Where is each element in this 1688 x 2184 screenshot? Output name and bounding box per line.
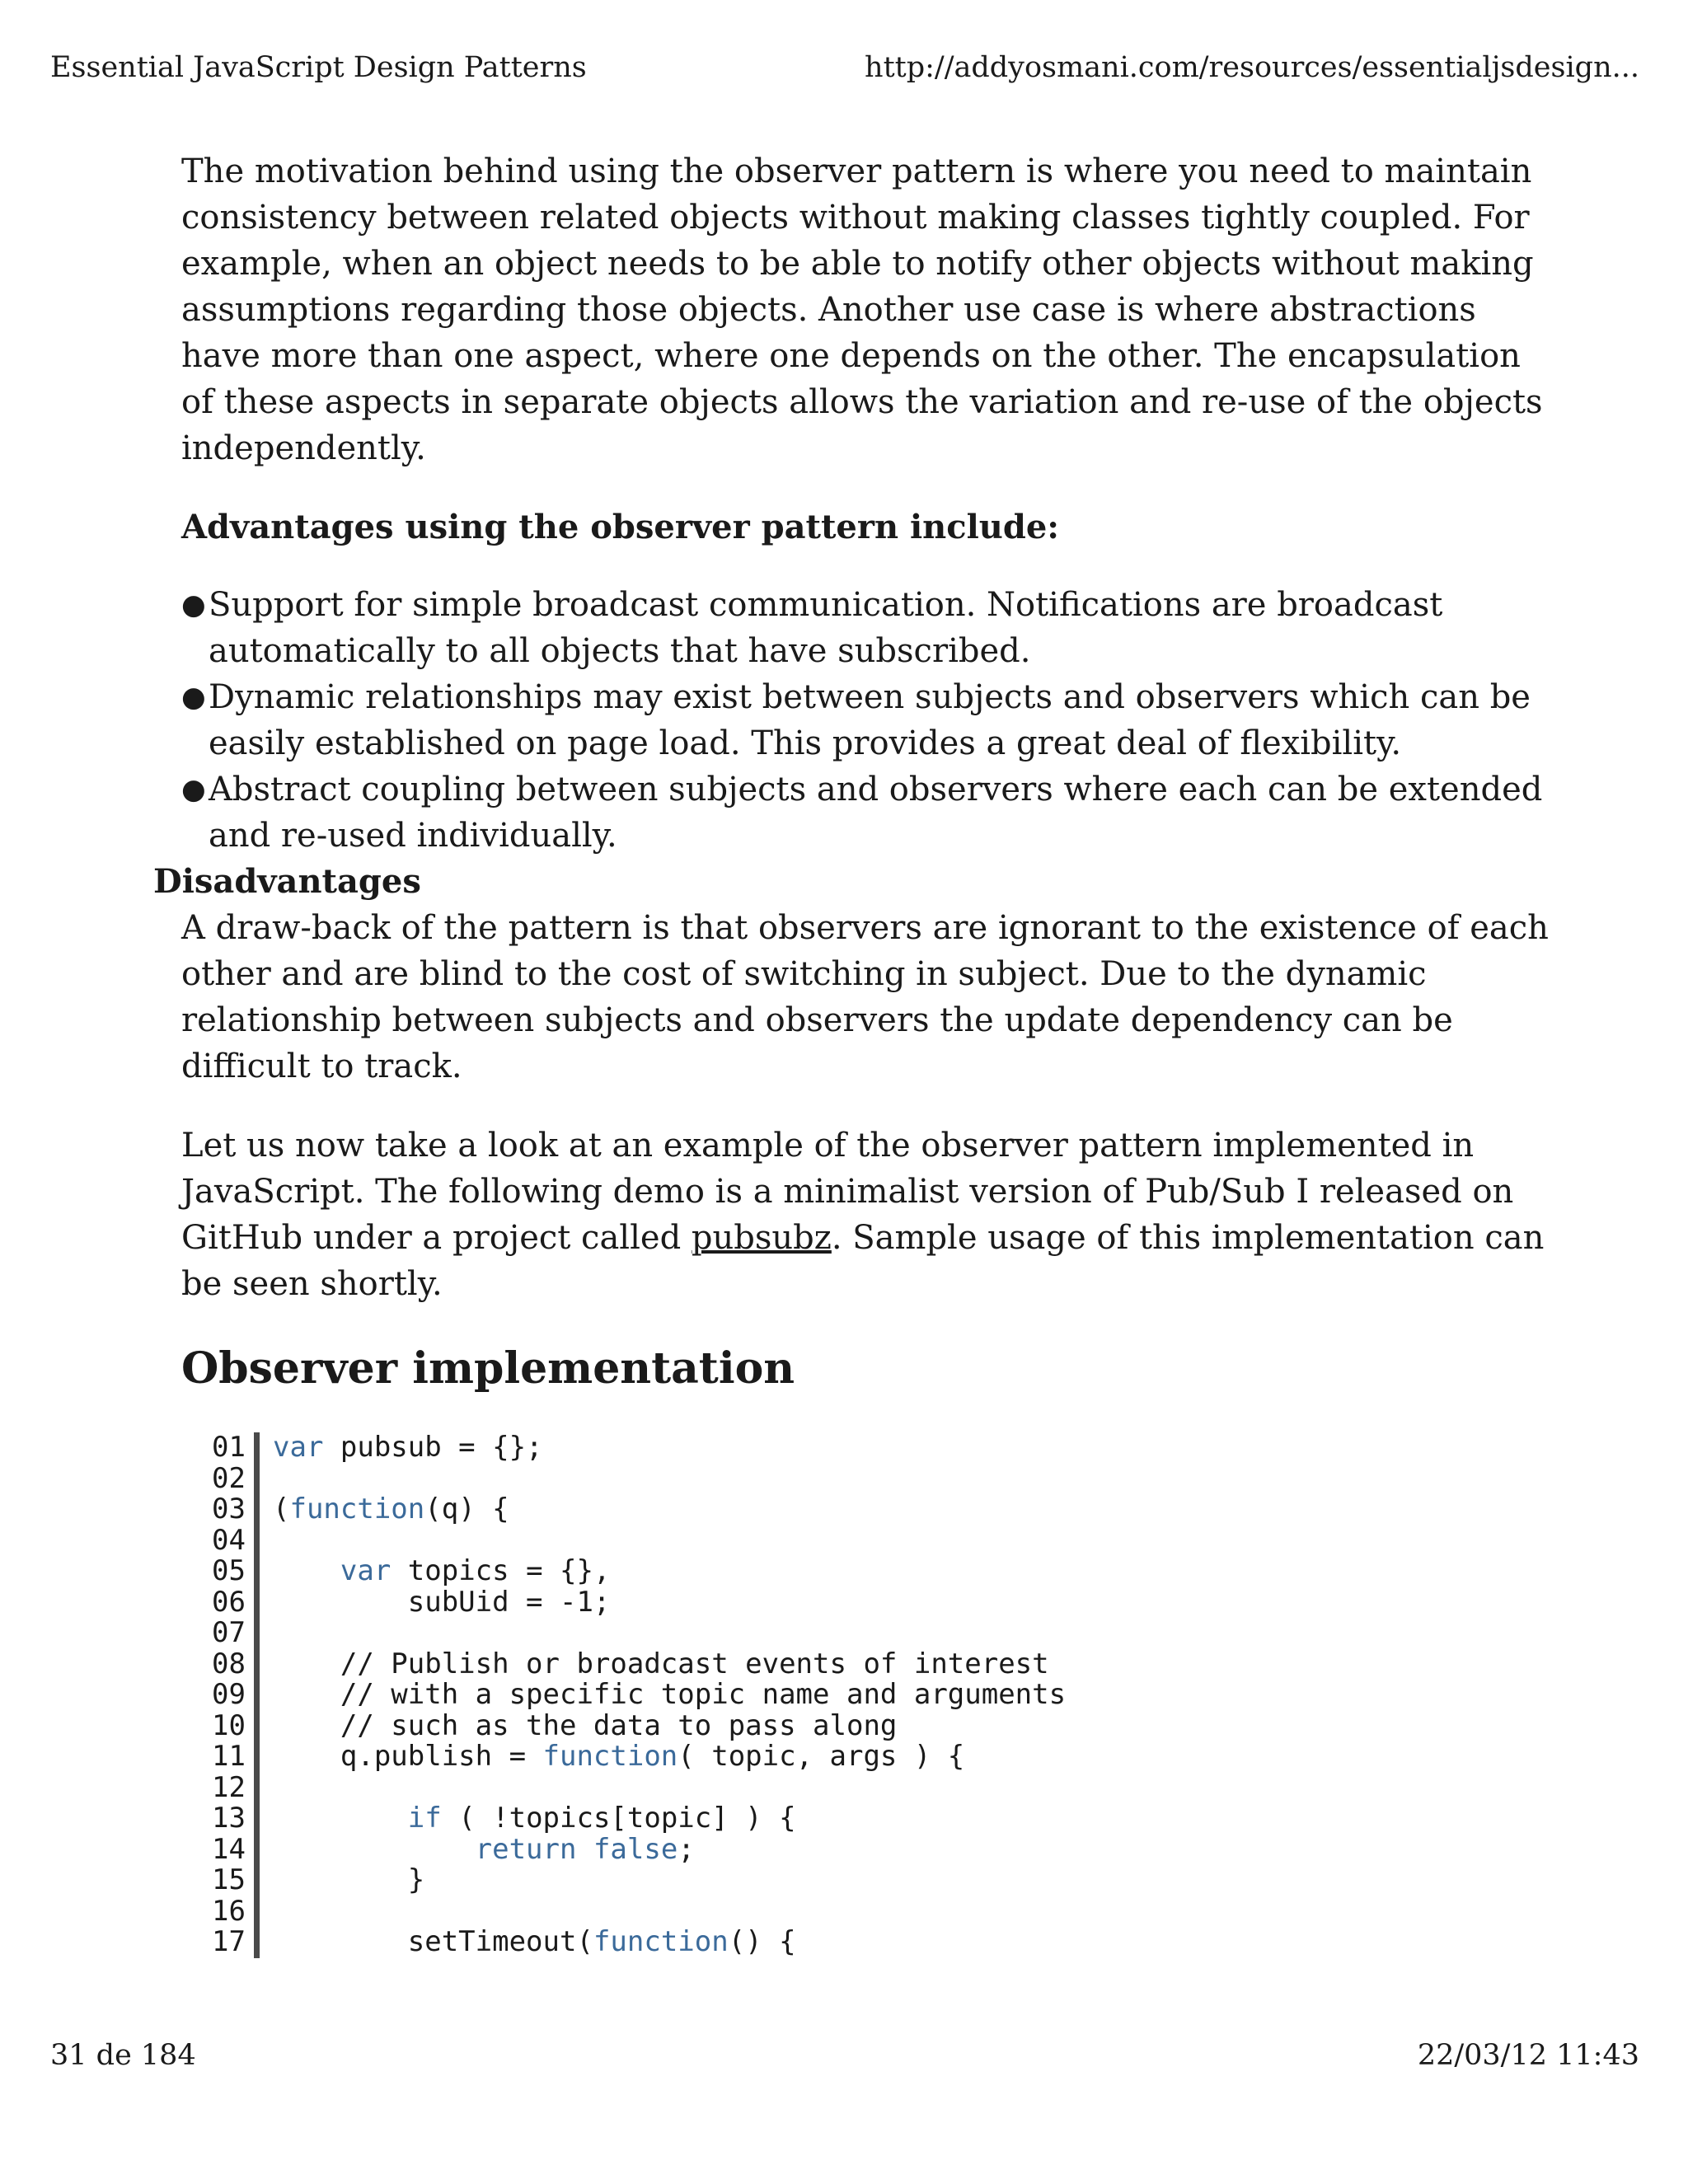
code-line [196,1927,1185,1958]
code-keyword: function [542,1740,678,1773]
page-number: 31 de 184 [50,2039,196,2072]
list-item [181,674,1550,766]
code-line [196,1494,1185,1526]
code-text: return false; [475,1832,695,1866]
code-text: // with a specific topic name and arguments [273,1678,1067,1711]
line-number: 12 [196,1773,260,1804]
advantages-list [181,582,1550,859]
code-text [260,1618,273,1649]
line-number: 10 [196,1711,260,1742]
code-line [196,1556,1185,1587]
code-line [196,1618,1185,1649]
page-content [153,148,1550,1958]
line-number: 17 [196,1927,260,1958]
line-number: 06 [196,1587,260,1619]
example-paragraph [181,1122,1550,1307]
list-item-text: Support for simple broadcast communication. Notifications are broadcast automatically to all objects that have subscribed. [209,586,1443,670]
pubsubz-link[interactable]: pubsubz [691,1219,832,1257]
line-number: 05 [196,1556,260,1587]
code-text [260,1896,273,1928]
code-line [196,1832,1185,1866]
line-number: 08 [196,1649,260,1680]
code-text [260,1464,273,1495]
code-line [196,1523,1185,1557]
line-number: 15 [196,1865,260,1896]
line-number: 01 [196,1432,260,1464]
line-number: 11 [196,1741,260,1773]
print-datetime: 22/03/12 11:43 [1417,2039,1639,2072]
code-line [196,1865,1185,1896]
code-line [196,1432,1185,1464]
code-text: var pubsub = {}; [273,1431,543,1464]
code-line [196,1587,1185,1619]
bullet-icon: ● [181,681,206,714]
advantages-heading: Advantages using the observer pattern include: [181,508,1060,546]
line-number: 16 [196,1896,260,1928]
code-line [196,1708,1185,1742]
line-number: 07 [196,1618,260,1649]
code-text: if ( !topics[topic] ) { [407,1802,796,1835]
code-text [260,1526,273,1557]
intro-paragraph: The motivation behind using the observer pattern is where you need to maintain consistency between related objects without making classes tightly coupled. For example, when an object needs to be able to notify other objects without making assumptions regarding those objects. Another use case is where abstractions have more than one aspect, where one depends on the other. The encapsulation of these aspects in separate objects allows the variation and re-use of the objects independently. [181,152,1543,467]
list-item-text: Dynamic relationships may exist between subjects and observers which can be easily established on page load. This provides a great deal of flexibility. [209,678,1531,762]
section-title: Observer implementation [181,1343,795,1394]
line-number: 14 [196,1835,260,1866]
document-title: Essential JavaScript Design Patterns [50,51,587,84]
code-keyword: return [475,1832,577,1866]
code-text: subUid = -1; [273,1585,611,1619]
code-text: (function(q) { [273,1493,509,1526]
list-item-text: Abstract coupling between subjects and observers where each can be extended and re-used individually. [209,771,1543,855]
line-number: 13 [196,1803,260,1835]
code-text: // such as the data to pass along [273,1708,898,1742]
code-keyword: function [289,1493,425,1526]
code-text: setTimeout(function() { [273,1925,796,1958]
page-footer [50,2036,1639,2075]
disadvantages-heading: Disadvantages [153,862,421,901]
line-number: 02 [196,1464,260,1495]
line-number: 09 [196,1680,260,1711]
code-text: // Publish or broadcast events of interest [273,1647,1049,1680]
example-text-after: . Sample usage of this implementation can be seen shortly. [181,1219,1545,1303]
bullet-icon: ● [181,773,206,806]
code-line [196,1649,1185,1680]
code-text: } [273,1863,425,1896]
code-keyword: function [593,1925,729,1958]
code-text: var topics = {}, [340,1554,611,1587]
code-keyword: if [407,1802,442,1835]
code-keyword: false [593,1832,678,1866]
code-block [196,1432,1185,1958]
bullet-icon: ● [181,588,206,621]
code-line [196,1680,1185,1711]
code-line [196,1770,1185,1804]
list-item [181,582,1550,674]
line-number: 03 [196,1494,260,1526]
code-line [196,1896,1185,1928]
code-text [260,1773,273,1804]
code-line [196,1803,1185,1835]
code-line [196,1461,1185,1495]
source-url: http://addyosmani.com/resources/essentialjsdesign... [865,51,1639,84]
disadvantages-paragraph: A draw-back of the pattern is that observers are ignorant to the existence of each other and are blind to the cost of switching in subject. Due to the dynamic relationship between subjects and observers the update dependency can be difficult to track. [181,909,1549,1085]
code-keyword: var [340,1554,392,1587]
list-item [181,766,1550,859]
code-line [196,1741,1185,1773]
code-text: q.publish = function( topic, args ) { [273,1740,965,1773]
line-number: 04 [196,1526,260,1557]
example-text-before: Let us now take a look at an example of the observer pattern implemented in JavaScript. The following demo is a minimalist version of Pub/Sub I released on GitHub under a project called [181,1127,1514,1257]
code-keyword: var [273,1431,324,1464]
page-header [50,48,1639,87]
